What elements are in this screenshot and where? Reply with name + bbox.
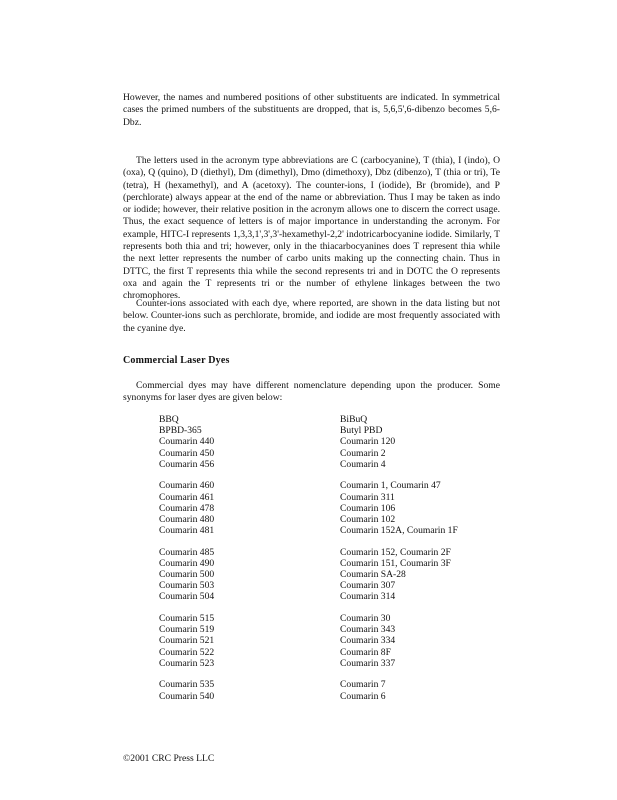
dye-name: Coumarin 485 <box>159 546 215 558</box>
dye-row <box>159 558 499 569</box>
dye-synonym: Coumarin 1, Coumarin 47 <box>340 480 441 492</box>
dye-name: Coumarin 481 <box>159 525 215 537</box>
dye-synonym: Coumarin 30 <box>340 612 391 624</box>
dye-name: Coumarin 515 <box>159 612 215 624</box>
paragraph-counter-ions: Counter-ions associated with each dye, where reported, are shown in the data listing but not below. Counter-ions such as perchlorate, bromide, and iodide are most frequently associated with the cyanine dye. <box>123 298 500 334</box>
dye-synonym: Coumarin 7 <box>340 679 386 691</box>
dye-name: Coumarin 461 <box>159 491 215 503</box>
dye-row <box>159 448 499 459</box>
dye-synonym: BiBuQ <box>340 414 368 425</box>
dye-row <box>159 580 499 591</box>
dye-row <box>159 480 499 491</box>
dye-group <box>159 547 499 603</box>
dye-name: Coumarin 522 <box>159 646 215 658</box>
copyright-footer: ©2001 CRC Press LLC <box>123 753 215 764</box>
dye-synonym: Coumarin 152, Coumarin 2F <box>340 546 451 558</box>
dye-row <box>159 547 499 558</box>
dye-name: Coumarin 478 <box>159 502 215 514</box>
paragraph-substituents: However, the names and numbered positions of other substituents are indicated. In symmetrical cases the primed numbers of the substituents are dropped, that is, 5,6,5',6-dibenzo becomes 5,6-Dbz. <box>123 92 500 128</box>
dye-name: Coumarin 500 <box>159 569 215 581</box>
dye-row <box>159 613 499 624</box>
dye-synonym: Coumarin 8F <box>340 646 391 658</box>
dye-row <box>159 679 499 690</box>
dye-row <box>159 624 499 635</box>
dye-name: BPBD-365 <box>159 425 202 437</box>
dye-synonym: Coumarin 307 <box>340 580 396 592</box>
dye-synonym: Coumarin 334 <box>340 635 396 647</box>
dye-group <box>159 679 499 701</box>
dye-synonym: Coumarin 152A, Coumarin 1F <box>340 525 458 537</box>
dye-group <box>159 480 499 536</box>
dye-synonym: Coumarin 343 <box>340 624 396 636</box>
dye-synonym: Coumarin 311 <box>340 491 395 503</box>
dye-group <box>159 613 499 669</box>
dye-name: Coumarin 460 <box>159 480 215 492</box>
dye-name: Coumarin 504 <box>159 591 215 603</box>
dye-row <box>159 459 499 470</box>
dye-row <box>159 569 499 580</box>
dye-row <box>159 436 499 447</box>
dye-synonym: Coumarin 120 <box>340 436 396 448</box>
dye-synonym: Coumarin SA-28 <box>340 569 406 581</box>
dye-synonym: Coumarin 2 <box>340 447 386 459</box>
dye-name: Coumarin 450 <box>159 447 215 459</box>
dye-name: Coumarin 503 <box>159 580 215 592</box>
dye-name: BBQ <box>159 414 179 425</box>
dye-synonym: Coumarin 314 <box>340 591 396 603</box>
dye-row <box>159 425 499 436</box>
dye-row <box>159 492 499 503</box>
dye-row <box>159 514 499 525</box>
dye-name: Coumarin 440 <box>159 436 215 448</box>
dye-name: Coumarin 535 <box>159 679 215 691</box>
dye-name: Coumarin 523 <box>159 657 215 669</box>
dye-synonym: Coumarin 4 <box>340 458 386 470</box>
dye-row <box>159 591 499 602</box>
dye-row <box>159 635 499 646</box>
dye-row <box>159 414 499 425</box>
dye-name: Coumarin 490 <box>159 557 215 569</box>
paragraph-acronym-letters: The letters used in the acronym type abbreviations are C (carbocyanine), T (thia), I (indo), O (oxa), Q (quino), D (diethyl), Dm (dimethyl), Dmo (dimethoxy), Dbz (dibenzo), T (thia or tri), Te (tetra), H (hexamethyl), and A (acetoxy). The counter-ions, I (iodide), Br (bromide), and P (perchlorate) always appear at the end of the name or abbreviation. Thus I may be taken as indo or iodide; however, their relative position in the acronym allows one to discern the correct usage. Thus, the exact sequence of letters is of major importance in understanding the acronym. For example, HITC-I represents 1,3,3,1',3',3'-hexamethyl-2,2' indotricarbocyanine iodide. Similarly, T represents both thia and tri; however, only in the thiacarbocyanines does T represent thia while the next letter represents the number of carbo units making up the connecting chain. Thus in DTTC, the first T represents thia while the second represents tri and in DOTC the O represents oxa and again the T represents tri or the number of ethylene linkages between the two chromophores. <box>123 155 500 302</box>
dye-name: Coumarin 521 <box>159 635 215 647</box>
dye-row <box>159 647 499 658</box>
dye-synonym: Coumarin 6 <box>340 690 386 702</box>
dye-synonym-list <box>159 414 499 712</box>
dye-synonym: Coumarin 106 <box>340 502 396 514</box>
dye-name: Coumarin 519 <box>159 624 215 636</box>
dye-name: Coumarin 456 <box>159 458 215 470</box>
section-heading: Commercial Laser Dyes <box>123 355 230 366</box>
dye-row <box>159 525 499 536</box>
dye-row <box>159 691 499 702</box>
dye-row <box>159 658 499 669</box>
dye-synonym: Butyl PBD <box>340 425 383 437</box>
dye-group <box>159 414 499 470</box>
dye-synonym: Coumarin 151, Coumarin 3F <box>340 557 451 569</box>
dye-name: Coumarin 480 <box>159 513 215 525</box>
paragraph-commercial-dyes: Commercial dyes may have different nomenclature depending upon the producer. Some synonyms for laser dyes are given below: <box>123 380 500 404</box>
dye-synonym: Coumarin 337 <box>340 657 396 669</box>
dye-row <box>159 503 499 514</box>
dye-name: Coumarin 540 <box>159 690 215 702</box>
dye-synonym: Coumarin 102 <box>340 513 396 525</box>
